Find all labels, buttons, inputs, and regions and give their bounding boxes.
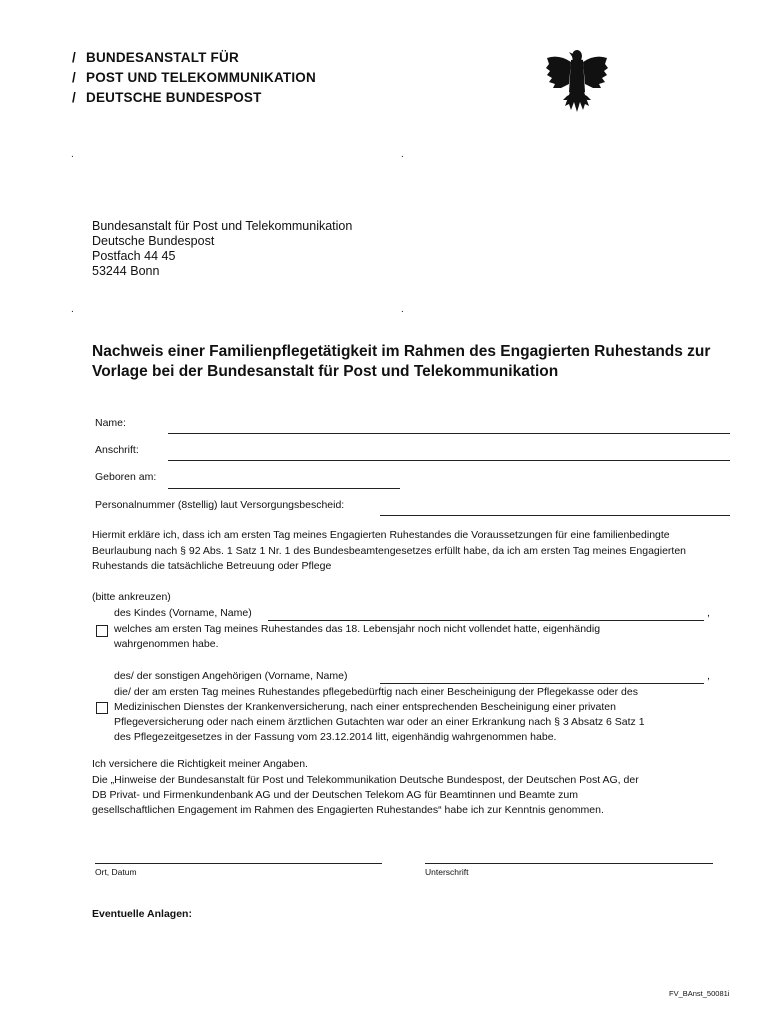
logo-text-3: DEUTSCHE BUNDESPOST: [86, 90, 262, 105]
option-relative-label: des/ der sonstigen Angehörigen (Vorname, Name): [114, 670, 348, 682]
document-title: Nachweis einer Familienpflegetätigkeit im Rahmen des Engagierten Ruhestands zur Vorlage bei der Bundesanstalt für Post und Telekommunikation: [92, 343, 711, 380]
child-name-field[interactable]: [268, 620, 704, 621]
logo-line-3: [72, 90, 262, 105]
recipient-address: [92, 219, 352, 279]
federal-eagle-icon: [543, 44, 611, 118]
option-relative-text: des Pflegezeitgesetzes in der Fassung vom 23.12.2014 litt, eigenhändig wahrgenommen habe.: [114, 731, 557, 743]
comma: ,: [707, 607, 710, 619]
address-line: Postfach 44 45: [92, 249, 176, 263]
form-code: FV_BAnst_50081i: [669, 989, 730, 998]
name-label: Name:: [95, 417, 126, 429]
address-field[interactable]: [168, 460, 730, 461]
declaration-text: Hiermit erkläre ich, dass ich am ersten Tag meines Engagierten Ruhestandes die Voraussetzungen für eine familienbedingte Beurlaubung nach § 92 Abs. 1 Satz 1 Nr. 1 des Bundesbeamtengesetzes erfüllt habe, da ich am ersten Tag meines Engagierten Ruhestands die tatsächliche Betreuung oder Pflege: [92, 529, 687, 572]
assurance-line: Die „Hinweise der Bundesanstalt für Post und Telekommunikation Deutsche Bundespost, der Deutschen Post AG, der: [92, 774, 639, 786]
address-line: Bundesanstalt für Post und Telekommunikation: [92, 219, 353, 233]
place-date-field[interactable]: [95, 863, 382, 864]
logo-text-1: BUNDESANSTALT FÜR: [86, 50, 239, 65]
option-child-label: des Kindes (Vorname, Name): [114, 607, 252, 619]
signature-label: Unterschrift: [425, 867, 469, 877]
logo-slash: /: [72, 50, 76, 65]
option-child-text: wahrgenommen habe.: [114, 638, 219, 650]
comma: ,: [707, 670, 710, 682]
assurance-line: DB Privat- und Firmenkundenbank AG und der Deutschen Telekom AG für Beamtinnen und Beamte zum: [92, 789, 578, 801]
corner-mark: .: [71, 149, 74, 160]
birth-label: Geboren am:: [95, 471, 157, 483]
logo-line-1: [72, 50, 239, 65]
place-date-label: Ort, Datum: [95, 867, 137, 877]
tick-hint: (bitte ankreuzen): [92, 591, 171, 603]
relative-name-field[interactable]: [380, 683, 704, 684]
corner-mark: .: [71, 304, 74, 315]
birth-date-field[interactable]: [168, 488, 400, 489]
option-relative-text: die/ der am ersten Tag meines Ruhestandes pflegebedürftig nach einer Bescheinigung der Pflegekasse oder des: [114, 686, 638, 698]
option-child-text: welches am ersten Tag meines Ruhestandes das 18. Lebensjahr noch nicht vollendet hatte, eigenhändig: [114, 623, 601, 635]
logo-slash: /: [72, 90, 76, 105]
attachments-label: Eventuelle Anlagen:: [92, 908, 192, 920]
address-label: Anschrift:: [95, 444, 139, 456]
name-field[interactable]: [168, 433, 730, 434]
address-line: 53244 Bonn: [92, 264, 160, 278]
assurance-line: Ich versichere die Richtigkeit meiner Angaben.: [92, 758, 308, 770]
assurance-line: gesellschaftlichen Engagement im Rahmen des Engagierten Ruhestandes“ habe ich zur Kenntnis genommen.: [92, 804, 604, 816]
option-relative-text: Medizinischen Dienstes der Krankenversicherung, nach einer entsprechenden Bescheinigung einer privaten: [114, 701, 616, 713]
corner-mark: .: [401, 149, 404, 160]
option-relative-text: Pflegeversicherung oder nach einem ärztlichen Gutachten war oder an einer Erkrankung nach § 3 Absatz 6 Satz 1: [114, 716, 645, 728]
logo-text-2: POST UND TELEKOMMUNIKATION: [86, 70, 316, 85]
relative-care-checkbox[interactable]: [96, 702, 108, 714]
logo-slash: /: [72, 70, 76, 85]
child-care-checkbox[interactable]: [96, 625, 108, 637]
corner-mark: .: [401, 304, 404, 315]
personnel-number-label: Personalnummer (8stellig) laut Versorgungsbescheid:: [95, 499, 345, 511]
signature-field[interactable]: [425, 863, 713, 864]
logo-line-2: [72, 70, 316, 85]
personnel-number-field[interactable]: [380, 515, 730, 516]
address-line: Deutsche Bundespost: [92, 234, 215, 248]
